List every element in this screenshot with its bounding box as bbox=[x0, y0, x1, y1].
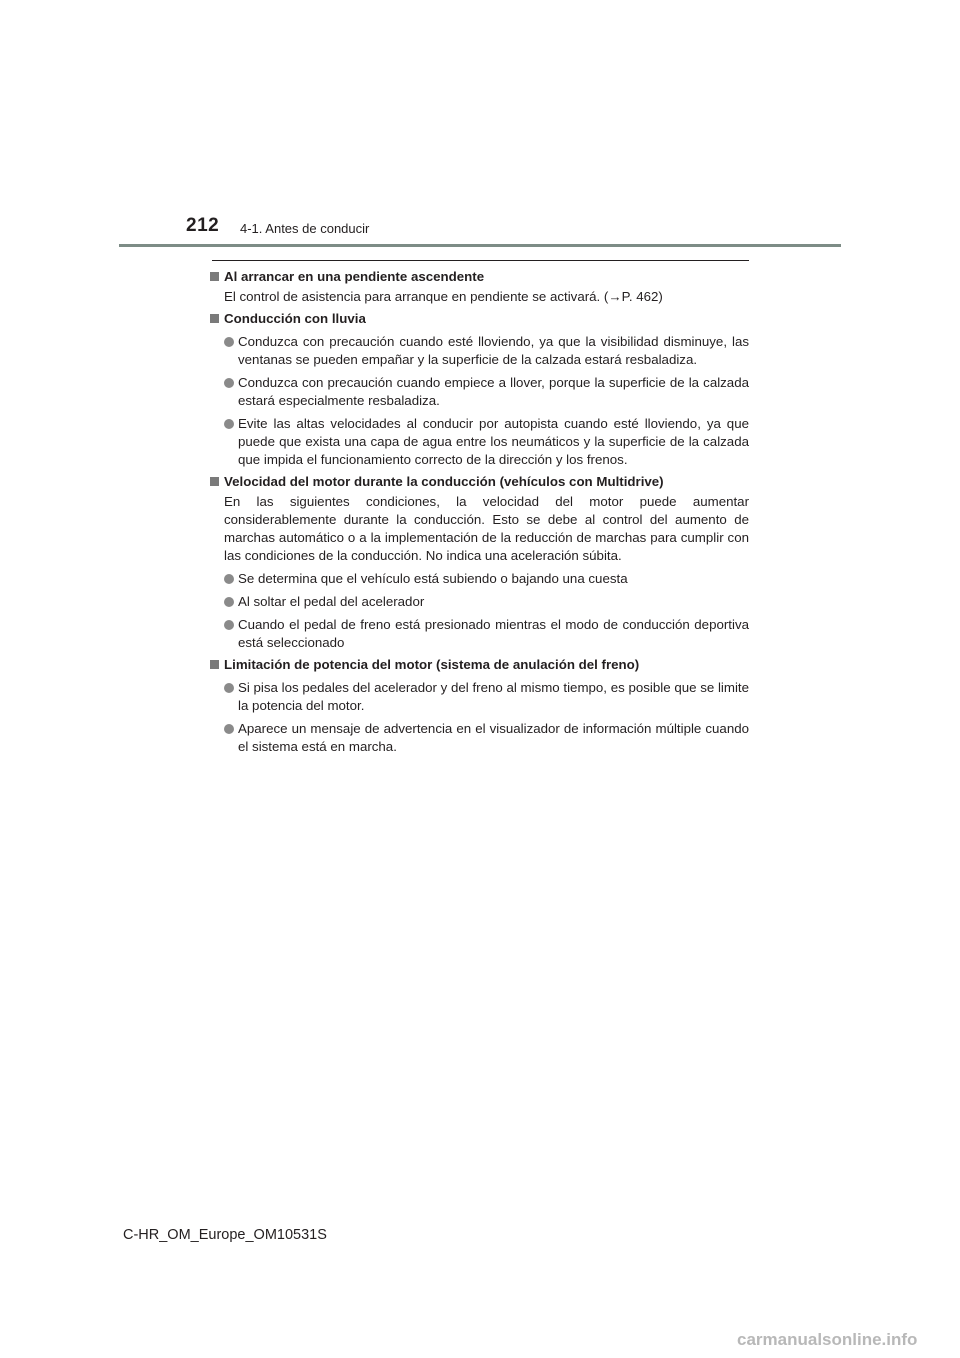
section-hill-start bbox=[210, 268, 749, 306]
square-bullet-icon bbox=[210, 477, 219, 486]
circle-bullet-icon bbox=[224, 378, 234, 388]
heading-text: Al arrancar en una pendiente ascendente bbox=[224, 269, 485, 284]
heading-text: Limitación de potencia del motor (sistema de anulación del freno) bbox=[224, 657, 640, 672]
section-label: 4-1. Antes de conducir bbox=[240, 221, 370, 236]
list-item-text: Aparece un mensaje de advertencia en el visualizador de información múltiple cuando el sistema está en marcha. bbox=[238, 721, 749, 754]
list-item bbox=[224, 415, 749, 469]
paragraph: En las siguientes condiciones, la velocidad del motor puede aumentar considerablemente durante la conducción. Esto se debe al control del aumento de marchas automático o a la implementación de la reducción de marchas para cumplir con las condiciones de la conducción. No indica una aceleración súbita. bbox=[224, 494, 749, 563]
list-item-text: Conduzca con precaución cuando esté lloviendo, ya que la visibilidad disminuye, las ventanas se pueden empañar y la superficie de la calzada estará resbaladiza. bbox=[238, 334, 749, 367]
section-heading bbox=[210, 310, 749, 328]
section-heading bbox=[210, 268, 749, 286]
content-rule bbox=[212, 260, 749, 261]
circle-bullet-icon bbox=[224, 597, 234, 607]
list-item bbox=[224, 333, 749, 369]
list-item bbox=[224, 593, 749, 611]
heading-text: Conducción con lluvia bbox=[224, 311, 366, 326]
circle-bullet-icon bbox=[224, 724, 234, 734]
circle-bullet-icon bbox=[224, 620, 234, 630]
list-item bbox=[224, 679, 749, 715]
section-heading bbox=[210, 656, 749, 674]
page-content bbox=[210, 268, 749, 760]
list-item-text: Al soltar el pedal del acelerador bbox=[238, 594, 425, 609]
list-item-text: Se determina que el vehículo está subiendo o bajando una cuesta bbox=[238, 571, 628, 586]
watermark[interactable]: carmanualsonline.info bbox=[737, 1330, 918, 1349]
paragraph: El control de asistencia para arranque en pendiente se activará. (→P. 462) bbox=[224, 289, 663, 304]
list-item-text: Si pisa los pedales del acelerador y del freno al mismo tiempo, es posible que se limite la potencia del motor. bbox=[238, 680, 749, 713]
square-bullet-icon bbox=[210, 660, 219, 669]
document-code: C-HR_OM_Europe_OM10531S bbox=[123, 1227, 327, 1243]
circle-bullet-icon bbox=[224, 683, 234, 693]
list-item bbox=[224, 374, 749, 410]
list-item-text: Evite las altas velocidades al conducir por autopista cuando esté lloviendo, ya que puede que exista una capa de agua entre los neumáticos y la superficie de la calzada que impida el funcionamiento correcto de la dirección y los frenos. bbox=[238, 416, 749, 467]
page-number: 212 bbox=[186, 215, 220, 236]
section-heading bbox=[210, 473, 749, 491]
list-item bbox=[224, 720, 749, 756]
list-item-text: Conduzca con precaución cuando empiece a llover, porque la superficie de la calzada estará especialmente resbaladiza. bbox=[238, 375, 749, 408]
heading-text: Velocidad del motor durante la conducción (vehículos con Multidrive) bbox=[224, 474, 664, 489]
section-rain bbox=[210, 310, 749, 469]
circle-bullet-icon bbox=[224, 337, 234, 347]
list-item-text: Cuando el pedal de freno está presionado mientras el modo de conducción deportiva está seleccionado bbox=[238, 617, 749, 650]
square-bullet-icon bbox=[210, 314, 219, 323]
square-bullet-icon bbox=[210, 272, 219, 281]
section-engine-speed bbox=[210, 473, 749, 652]
header-bar bbox=[119, 244, 841, 247]
list-item bbox=[224, 570, 749, 588]
section-power-limit bbox=[210, 656, 749, 756]
list-item bbox=[224, 616, 749, 652]
circle-bullet-icon bbox=[224, 419, 234, 429]
circle-bullet-icon bbox=[224, 574, 234, 584]
